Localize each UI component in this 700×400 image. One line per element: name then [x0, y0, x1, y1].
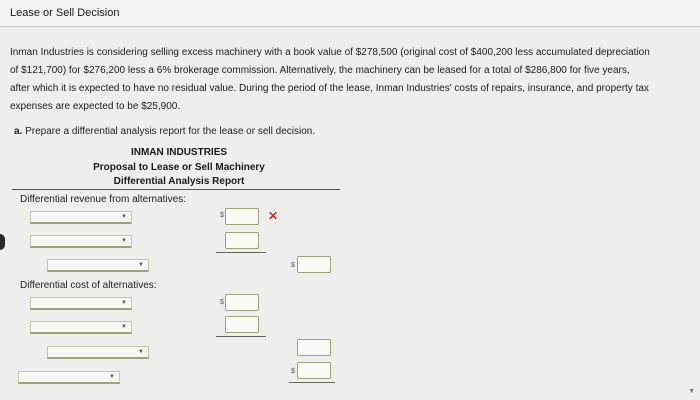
- part-a-label: a.: [14, 126, 23, 137]
- problem-line: expenses are expected to be $25,900.: [10, 101, 181, 112]
- chevron-down-icon: ▼: [138, 349, 144, 355]
- cost-total-select[interactable]: [18, 371, 120, 384]
- cost-item-3-select[interactable]: [47, 346, 149, 359]
- dollar-sign: $: [220, 212, 224, 219]
- revenue-item-2-lease-input[interactable]: [225, 232, 259, 249]
- part-a-text: Prepare a differential analysis report for the lease or sell decision.: [25, 126, 316, 137]
- revenue-item-1-lease-input[interactable]: [225, 208, 259, 225]
- chevron-down-icon: ▼: [109, 374, 115, 380]
- problem-statement: [10, 44, 694, 116]
- page-marker: [0, 234, 5, 250]
- revenue-section-label: Differential revenue from alternatives:: [20, 194, 187, 205]
- cost-item-2-select[interactable]: [30, 321, 132, 334]
- cost-section-label: Differential cost of alternatives:: [20, 280, 157, 291]
- scroll-down-icon[interactable]: ▼: [688, 388, 695, 395]
- revenue-total-select[interactable]: [47, 259, 149, 272]
- cost-item-2-lease-input[interactable]: [225, 316, 259, 333]
- revenue-item-1-select[interactable]: [30, 211, 132, 224]
- report-proposal: Proposal to Lease or Sell Machinery: [93, 162, 265, 173]
- chevron-down-icon: ▼: [121, 214, 127, 220]
- cost-total-input[interactable]: [297, 362, 331, 379]
- x-mark-icon: ✕: [268, 209, 279, 223]
- revenue-total-input[interactable]: [297, 256, 331, 273]
- problem-line: Inman Industries is considering selling excess machinery with a book value of $278,500 (original cost of $400,200 less accumulated depreciation: [10, 47, 650, 58]
- dollar-sign: $: [291, 368, 295, 375]
- dollar-sign: $: [220, 299, 224, 306]
- revenue-item-2-select[interactable]: [30, 235, 132, 248]
- subtotal-underline: [216, 336, 266, 337]
- chevron-down-icon: ▼: [121, 238, 127, 244]
- title-bar: [0, 0, 700, 27]
- subtotal-underline: [216, 252, 266, 253]
- problem-line: of $121,700) for $276,200 less a 6% brokerage commission. Alternatively, the machinery can be leased for a total of $286,800 for five years,: [10, 65, 630, 76]
- chevron-down-icon: ▼: [138, 262, 144, 268]
- dollar-sign: $: [291, 262, 295, 269]
- cost-item-1-lease-input[interactable]: [225, 294, 259, 311]
- cost-item-1-select[interactable]: [30, 297, 132, 310]
- problem-line: after which it is expected to have no residual value. During the period of the lease, Inman Industries' costs of repairs, insurance, and property tax: [10, 83, 649, 94]
- cost-item-3-input[interactable]: [297, 339, 331, 356]
- header-rule: [12, 189, 340, 190]
- chevron-down-icon: ▼: [121, 324, 127, 330]
- report-title: Differential Analysis Report: [113, 176, 245, 187]
- report-company: INMAN INDUSTRIES: [130, 147, 228, 158]
- total-underline: [289, 382, 335, 383]
- chevron-down-icon: ▼: [121, 300, 127, 306]
- part-a-instruction: [14, 126, 315, 137]
- page-title: Lease or Sell Decision: [10, 7, 120, 19]
